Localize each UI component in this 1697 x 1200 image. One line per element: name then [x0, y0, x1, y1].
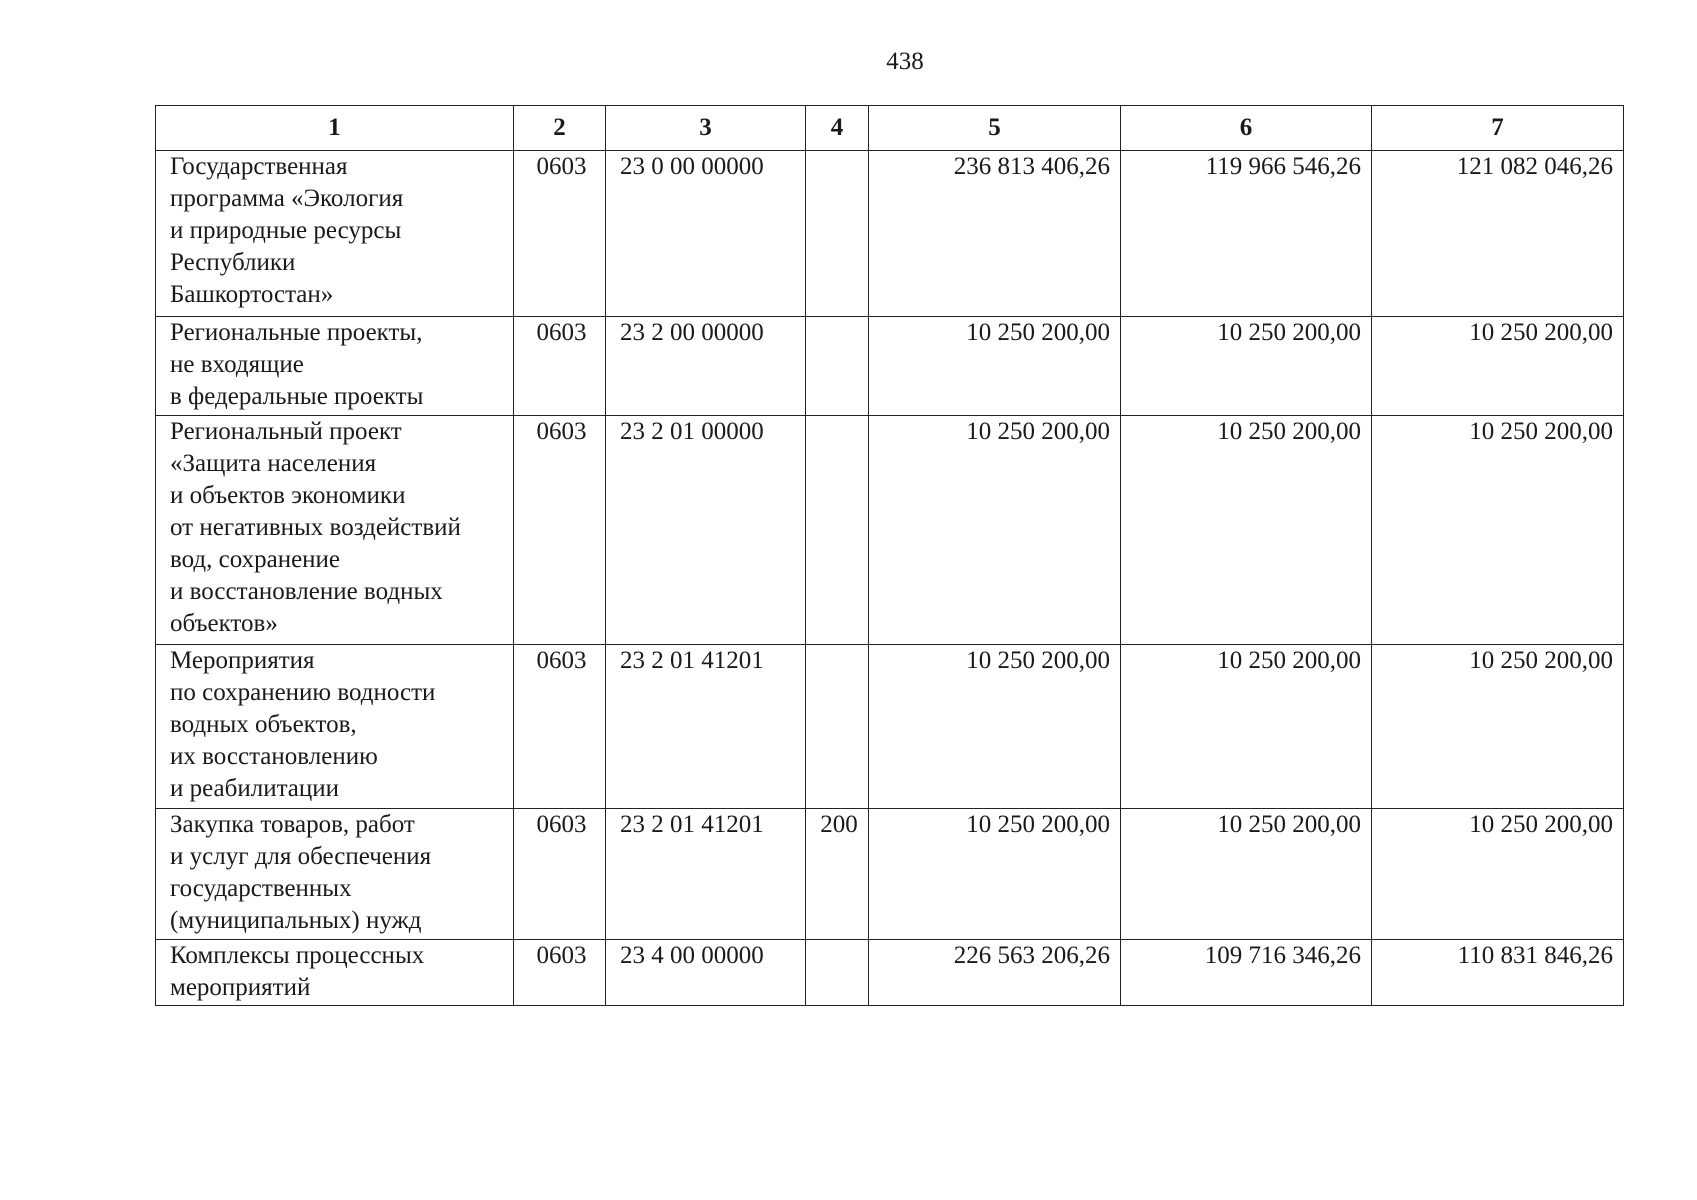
row-name-line: их восстановлению [170, 743, 378, 770]
row-name-cell [156, 416, 514, 645]
amount-col7-cell: 110 831 846,26 [1372, 940, 1624, 1006]
table-row [156, 416, 1624, 645]
section-code-cell: 0603 [514, 416, 606, 645]
row-name-line: от негативных воздействий [170, 514, 461, 541]
amount-col7-cell: 121 082 046,26 [1372, 151, 1624, 317]
row-name-line: в федеральные проекты [170, 383, 424, 410]
amount-col7-cell: 10 250 200,00 [1372, 317, 1624, 416]
column-header-3: 3 [606, 106, 806, 151]
row-name-line: и природные ресурсы [170, 217, 402, 244]
target-article-cell: 23 2 01 41201 [606, 645, 806, 809]
row-name-line: Региональный проект [170, 418, 402, 445]
amount-col5-cell: 10 250 200,00 [869, 809, 1121, 940]
target-article-cell: 23 4 00 00000 [606, 940, 806, 1006]
page-number: 438 [886, 48, 924, 75]
amount-col5-cell: 10 250 200,00 [869, 416, 1121, 645]
row-name-line: «Защита населения [170, 450, 377, 477]
amount-col5-cell: 226 563 206,26 [869, 940, 1121, 1006]
row-name-line: и услуг для обеспечения [170, 843, 432, 870]
header-row [156, 106, 1624, 151]
table-row [156, 645, 1624, 809]
row-name-line: Башкортостан» [170, 281, 334, 308]
target-article-cell: 23 2 01 00000 [606, 416, 806, 645]
row-name-line: и объектов экономики [170, 482, 406, 509]
expense-kind-cell [806, 416, 869, 645]
row-name-line: (муниципальных) нужд [170, 907, 422, 934]
row-name-line: Государственная [170, 153, 348, 180]
row-name-line: программа «Экология [170, 185, 404, 212]
expense-kind-cell: 200 [806, 809, 869, 940]
column-header-1: 1 [156, 106, 514, 151]
section-code-cell: 0603 [514, 645, 606, 809]
amount-col6-cell: 10 250 200,00 [1121, 809, 1372, 940]
row-name-line: Закупка товаров, работ [170, 811, 415, 838]
amount-col6-cell: 10 250 200,00 [1121, 416, 1372, 645]
row-name-line: вод, сохранение [170, 546, 341, 573]
budget-table [155, 105, 1624, 1006]
row-name-line: по сохранению водности [170, 679, 436, 706]
row-name-line: Региональные проекты, [170, 319, 423, 346]
table-row [156, 151, 1624, 317]
expense-kind-cell [806, 317, 869, 416]
row-name-cell [156, 809, 514, 940]
section-code-cell: 0603 [514, 940, 606, 1006]
amount-col6-cell: 109 716 346,26 [1121, 940, 1372, 1006]
target-article-cell: 23 2 01 41201 [606, 809, 806, 940]
section-code-cell: 0603 [514, 809, 606, 940]
row-name-line: водных объектов, [170, 711, 357, 738]
column-header-2: 2 [514, 106, 606, 151]
row-name-line: и восстановление водных [170, 578, 443, 605]
amount-col6-cell: 119 966 546,26 [1121, 151, 1372, 317]
row-name-line: не входящие [170, 351, 304, 378]
row-name-line: государственных [170, 875, 352, 902]
expense-kind-cell [806, 645, 869, 809]
row-name-line: Мероприятия [170, 647, 315, 674]
section-code-cell: 0603 [514, 317, 606, 416]
row-name-line: объектов» [170, 610, 278, 637]
amount-col7-cell: 10 250 200,00 [1372, 416, 1624, 645]
row-name-cell [156, 645, 514, 809]
target-article-cell: 23 0 00 00000 [606, 151, 806, 317]
column-header-5: 5 [869, 106, 1121, 151]
column-header-6: 6 [1121, 106, 1372, 151]
column-header-7: 7 [1372, 106, 1624, 151]
amount-col5-cell: 236 813 406,26 [869, 151, 1121, 317]
expense-kind-cell [806, 151, 869, 317]
row-name-cell [156, 317, 514, 416]
row-name-cell [156, 151, 514, 317]
table-row [156, 317, 1624, 416]
row-name-cell [156, 940, 514, 1006]
table-row [156, 809, 1624, 940]
amount-col7-cell: 10 250 200,00 [1372, 809, 1624, 940]
amount-col5-cell: 10 250 200,00 [869, 317, 1121, 416]
amount-col6-cell: 10 250 200,00 [1121, 645, 1372, 809]
row-name-line: мероприятий [170, 974, 311, 1001]
amount-col6-cell: 10 250 200,00 [1121, 317, 1372, 416]
row-name-line: Республики [170, 249, 296, 276]
expense-kind-cell [806, 940, 869, 1006]
column-header-4: 4 [806, 106, 869, 151]
table-row [156, 940, 1624, 1006]
row-name-line: и реабилитации [170, 775, 340, 802]
target-article-cell: 23 2 00 00000 [606, 317, 806, 416]
row-name-line: Комплексы процессных [170, 942, 425, 969]
section-code-cell: 0603 [514, 151, 606, 317]
amount-col7-cell: 10 250 200,00 [1372, 645, 1624, 809]
amount-col5-cell: 10 250 200,00 [869, 645, 1121, 809]
